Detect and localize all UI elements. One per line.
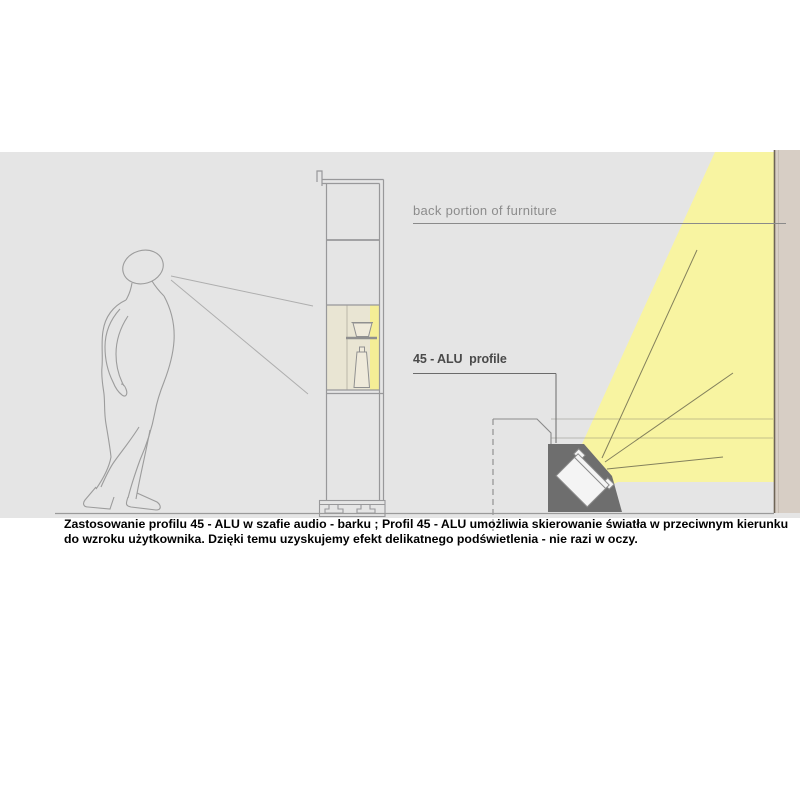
caption-line-1: Zastosowanie profilu 45 - ALU w szafie audio - barku ; Profil 45 - ALU umożliwia skierowanie światła w przeciwnym kierunku bbox=[64, 517, 789, 531]
led-glow-strip bbox=[370, 305, 379, 390]
caption-line-2: do wzroku użytkownika. Dzięki temu uzyskujemy efekt delikatnego podświetlenia - nie razi w oczy. bbox=[64, 532, 638, 546]
wood-side-panel bbox=[774, 150, 800, 513]
illuminated-compartment bbox=[326, 305, 379, 390]
alu-profile-label: 45 - ALU profile bbox=[413, 352, 507, 366]
back-portion-label: back portion of furniture bbox=[413, 203, 558, 218]
panel-fill bbox=[774, 150, 800, 513]
caption bbox=[64, 517, 788, 547]
